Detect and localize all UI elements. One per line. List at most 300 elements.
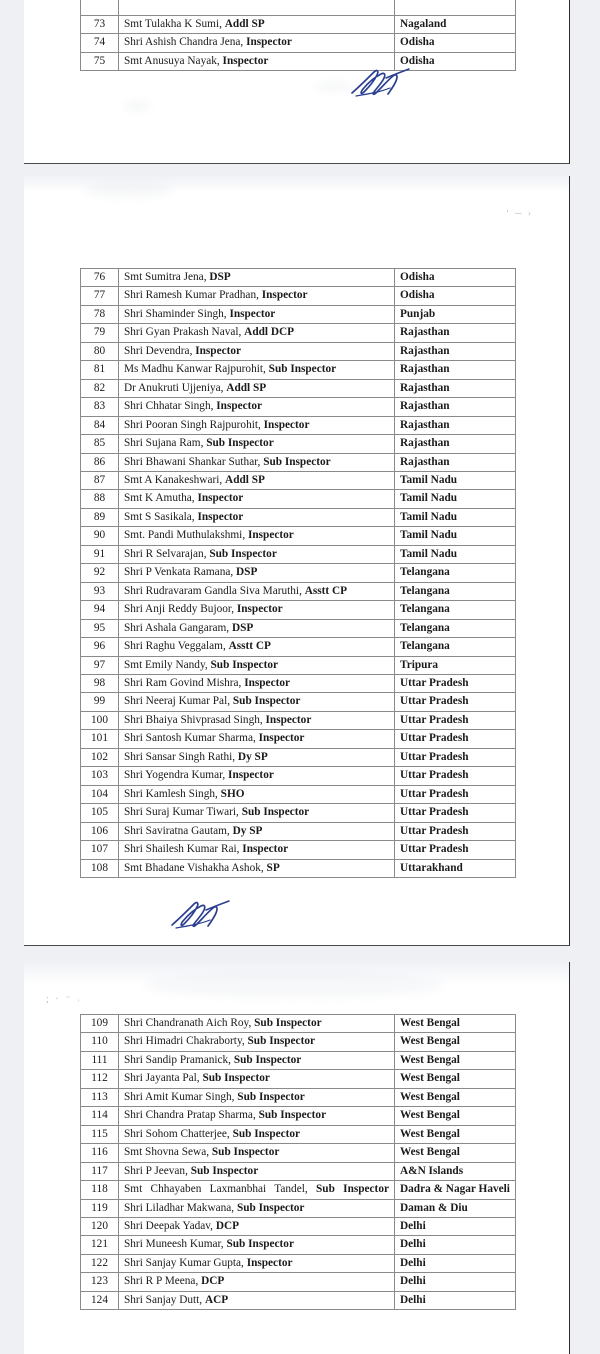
cell-name-rank bbox=[119, 1015, 395, 1033]
cell-name-rank bbox=[119, 767, 395, 785]
table-row-partial bbox=[81, 0, 516, 16]
cell-state: Rajasthan bbox=[395, 379, 516, 397]
cell-name-rank bbox=[119, 841, 395, 859]
table-row bbox=[81, 822, 516, 840]
cell-sl-no: 106 bbox=[81, 822, 119, 840]
cell-name-rank bbox=[119, 601, 395, 619]
cell-name-rank bbox=[119, 34, 395, 52]
person-name: Smt Sumitra Jena, bbox=[124, 271, 207, 283]
person-rank: Sub Inspector bbox=[211, 1146, 280, 1159]
cell-state: West Bengal bbox=[395, 1033, 516, 1051]
person-name: Shri Bhawani Shankar Suthar, bbox=[124, 455, 261, 468]
cell-sl-no: 89 bbox=[81, 508, 119, 526]
person-name: Shri Pooran Singh Rajpurohit, bbox=[124, 418, 261, 431]
cell-sl-no: 117 bbox=[81, 1162, 119, 1180]
person-name: Shri Anji Reddy Bujoor, bbox=[124, 603, 235, 616]
cell-sl-no: 120 bbox=[81, 1217, 119, 1235]
cell-state: Uttar Pradesh bbox=[395, 693, 516, 711]
cell-name-rank bbox=[119, 508, 395, 526]
person-name: Shri Ashish Chandra Jena, bbox=[124, 36, 244, 49]
cell-sl-no: 98 bbox=[81, 674, 119, 692]
cell-name-rank bbox=[119, 638, 395, 656]
cell-name-rank bbox=[119, 619, 395, 637]
person-rank: Inspector bbox=[263, 418, 310, 431]
scan-artifact bbox=[124, 100, 150, 112]
cell-name-rank bbox=[119, 859, 395, 877]
cell-name-rank bbox=[119, 804, 395, 822]
person-rank: Sub Inspector bbox=[210, 658, 278, 671]
person-rank: Dy SP bbox=[232, 824, 263, 837]
cell-name-rank bbox=[119, 785, 395, 803]
person-name: Shri Jayanta Pal, bbox=[124, 1072, 200, 1085]
cell-sl-no: 91 bbox=[81, 545, 119, 563]
table-row bbox=[81, 1144, 516, 1162]
person-rank: Sub Inspector bbox=[247, 1035, 315, 1048]
cell-sl-no: 96 bbox=[81, 638, 119, 656]
cell-state: Daman & Diu bbox=[395, 1199, 516, 1217]
table-row bbox=[81, 785, 516, 803]
cell-name-rank bbox=[119, 674, 395, 692]
cell-state: Rajasthan bbox=[395, 324, 516, 342]
cell-state: Telangana bbox=[395, 582, 516, 600]
person-name: Smt Emily Nandy, bbox=[124, 658, 208, 671]
cell-name-rank bbox=[119, 1273, 395, 1291]
table-row bbox=[81, 52, 516, 70]
cell-sl-no: 110 bbox=[81, 1033, 119, 1051]
cell-sl-no: 108 bbox=[81, 859, 119, 877]
person-rank: Sub Inspector bbox=[190, 1164, 259, 1177]
person-rank: Addl SP bbox=[226, 381, 267, 394]
cell-sl-no: 118 bbox=[81, 1181, 119, 1199]
person-name: Shri Saviratna Gautam, bbox=[124, 824, 230, 837]
table-row bbox=[81, 564, 516, 582]
person-rank: DSP bbox=[231, 621, 254, 634]
cell-sl-no: 80 bbox=[81, 342, 119, 360]
scan-artifact bbox=[144, 972, 444, 998]
table-row bbox=[81, 1291, 516, 1309]
cell-sl-no: 85 bbox=[81, 435, 119, 453]
cell-state: Uttar Pradesh bbox=[395, 785, 516, 803]
table-row bbox=[81, 508, 516, 526]
table-row bbox=[81, 1107, 516, 1125]
person-rank: Inspector bbox=[195, 344, 242, 357]
cell-state: Uttar Pradesh bbox=[395, 804, 516, 822]
person-name: Shri Muneesh Kumar, bbox=[124, 1238, 224, 1251]
table-row bbox=[81, 804, 516, 822]
person-rank: Inspector bbox=[236, 603, 283, 616]
cell-state: Uttar Pradesh bbox=[395, 841, 516, 859]
cell-name-rank bbox=[119, 342, 395, 360]
cell-name-rank bbox=[119, 693, 395, 711]
cell-state: A&N Islands bbox=[395, 1162, 516, 1180]
person-name: Shri Sanjay Kumar Gupta, bbox=[124, 1256, 244, 1269]
table-row bbox=[81, 471, 516, 489]
person-rank: Inspector bbox=[229, 307, 276, 320]
person-rank: Sub Inspector bbox=[206, 437, 274, 450]
person-rank: Inspector bbox=[228, 769, 274, 782]
table-row bbox=[81, 269, 516, 287]
scan-artifact bbox=[84, 182, 174, 198]
awards-table-page-2 bbox=[80, 268, 516, 878]
person-rank: Inspector bbox=[258, 732, 305, 745]
cell-name-rank bbox=[119, 527, 395, 545]
cell-state: Telangana bbox=[395, 619, 516, 637]
person-rank: Inspector bbox=[242, 843, 289, 856]
cell-sl-no: 74 bbox=[81, 34, 119, 52]
person-rank: Inspector bbox=[247, 529, 294, 542]
cell-state: West Bengal bbox=[395, 1070, 516, 1088]
person-name: Smt K Amutha, bbox=[124, 492, 195, 505]
cell-name-rank bbox=[119, 1070, 395, 1088]
cell-name-rank bbox=[119, 453, 395, 471]
table-row bbox=[81, 398, 516, 416]
person-rank: Inspector bbox=[246, 1256, 293, 1269]
cell-name-rank bbox=[119, 287, 395, 305]
person-rank: Asstt CP bbox=[228, 640, 271, 653]
person-name: Shri Sujana Ram, bbox=[124, 437, 204, 450]
cell-sl-no: 119 bbox=[81, 1199, 119, 1217]
person-rank: Sub Inspector bbox=[202, 1072, 270, 1085]
person-rank: Asstt CP bbox=[304, 584, 348, 597]
table-row bbox=[81, 1236, 516, 1254]
cell-sl-no: 115 bbox=[81, 1125, 119, 1143]
awards-table-page-3 bbox=[80, 1014, 516, 1310]
cell-sl-no: 114 bbox=[81, 1107, 119, 1125]
cell-name-rank bbox=[119, 545, 395, 563]
cell-name-rank bbox=[119, 1181, 395, 1199]
cell-sl-no: 101 bbox=[81, 730, 119, 748]
person-name: Smt A Kanakeshwari, bbox=[124, 473, 223, 486]
person-rank: Inspector bbox=[246, 36, 292, 49]
cell-sl-no: 111 bbox=[81, 1051, 119, 1069]
person-rank: Sub Inspector bbox=[233, 1053, 302, 1066]
table-row bbox=[81, 435, 516, 453]
cell-sl-no: 124 bbox=[81, 1291, 119, 1309]
cell-state: Rajasthan bbox=[395, 453, 516, 471]
table-row bbox=[81, 342, 516, 360]
person-name: Smt. Pandi Muthulakshmi, bbox=[124, 529, 246, 542]
cell-name-rank bbox=[119, 1162, 395, 1180]
cell-state: Rajasthan bbox=[395, 398, 516, 416]
cell-state: Odisha bbox=[395, 52, 516, 70]
cell-state: Telangana bbox=[395, 601, 516, 619]
cell-name-rank bbox=[119, 1236, 395, 1254]
cell-state: Rajasthan bbox=[395, 361, 516, 379]
person-rank: Sub Inspector bbox=[254, 1017, 322, 1029]
cell-sl-no: 88 bbox=[81, 490, 119, 508]
person-name: Shri Sanjay Dutt, bbox=[124, 1293, 203, 1306]
cell-name-rank bbox=[119, 490, 395, 508]
cell-state: West Bengal bbox=[395, 1125, 516, 1143]
table-row bbox=[81, 656, 516, 674]
cell-state: Rajasthan bbox=[395, 342, 516, 360]
cell-state: West Bengal bbox=[395, 1107, 516, 1125]
cell-state: West Bengal bbox=[395, 1051, 516, 1069]
cell-sl-no: 73 bbox=[81, 16, 119, 34]
cell-name-rank bbox=[119, 435, 395, 453]
cell-name-rank bbox=[119, 582, 395, 600]
person-rank: Inspector bbox=[222, 54, 269, 67]
cell-state: Delhi bbox=[395, 1273, 516, 1291]
person-name: Shri Chhatar Singh, bbox=[124, 400, 214, 413]
table-row bbox=[81, 1051, 516, 1069]
person-rank: Inspector bbox=[244, 676, 291, 689]
person-name: Dr Anukruti Ujjeniya, bbox=[124, 381, 224, 394]
table-row bbox=[81, 1070, 516, 1088]
person-name: Shri Bhaiya Shivprasad Singh, bbox=[124, 713, 263, 726]
person-name: Smt S Sasikala, bbox=[124, 510, 195, 523]
person-rank: Sub Inspector bbox=[209, 547, 277, 560]
document-page-3 bbox=[24, 962, 570, 1354]
table-row bbox=[81, 1015, 516, 1033]
person-rank: Inspector bbox=[265, 713, 312, 726]
table-row bbox=[81, 859, 516, 877]
table-row bbox=[81, 1088, 516, 1106]
table-row bbox=[81, 711, 516, 729]
person-name: Shri Rudravaram Gandla Siva Maruthi, bbox=[124, 584, 302, 597]
person-rank: SP bbox=[266, 861, 280, 874]
scan-artifact: ; · ⁻ ˒ bbox=[46, 994, 83, 1005]
table-row bbox=[81, 1273, 516, 1291]
person-name: Shri Chandranath Aich Roy, bbox=[124, 1017, 252, 1029]
cell-state: Tripura bbox=[395, 656, 516, 674]
cell-state: Delhi bbox=[395, 1254, 516, 1272]
person-rank: DSP bbox=[209, 271, 231, 283]
person-rank: Sub Inspector bbox=[232, 1127, 301, 1140]
awards-table-page-1 bbox=[80, 0, 516, 71]
person-rank: Inspector bbox=[216, 400, 263, 413]
cell-state: Tamil Nadu bbox=[395, 508, 516, 526]
table-row bbox=[81, 379, 516, 397]
cell-name-rank bbox=[119, 1088, 395, 1106]
person-name: Shri Yogendra Kumar, bbox=[124, 769, 226, 782]
table-row bbox=[81, 1181, 516, 1199]
table-row bbox=[81, 767, 516, 785]
cell-state: Uttarakhand bbox=[395, 859, 516, 877]
table-row bbox=[81, 324, 516, 342]
cell-sl-no: 82 bbox=[81, 379, 119, 397]
person-rank: Sub Inspector bbox=[232, 695, 301, 708]
cell-name-rank bbox=[119, 1254, 395, 1272]
cell-state bbox=[395, 0, 516, 16]
cell-state: Rajasthan bbox=[395, 416, 516, 434]
scan-artifact: ʻ ─ › bbox=[506, 208, 533, 218]
person-name: Shri Sandip Pramanick, bbox=[124, 1053, 231, 1066]
cell-sl-no: 107 bbox=[81, 841, 119, 859]
cell-sl-no: 122 bbox=[81, 1254, 119, 1272]
person-rank: Addl DCP bbox=[244, 326, 295, 339]
cell-state: Dadra & Nagar Haveli bbox=[395, 1181, 516, 1199]
cell-name-rank bbox=[119, 748, 395, 766]
cell-state: Uttar Pradesh bbox=[395, 730, 516, 748]
cell-name-rank bbox=[119, 269, 395, 287]
table-row bbox=[81, 361, 516, 379]
cell-sl-no: 83 bbox=[81, 398, 119, 416]
person-rank: Sub Inspector bbox=[268, 363, 337, 376]
cell-name-rank bbox=[119, 52, 395, 70]
cell-name-rank bbox=[119, 1125, 395, 1143]
person-name: Shri Neeraj Kumar Pal, bbox=[124, 695, 231, 708]
cell-name-rank bbox=[119, 730, 395, 748]
cell-state: Odisha bbox=[395, 34, 516, 52]
table-row bbox=[81, 1254, 516, 1272]
cell-sl-no: 93 bbox=[81, 582, 119, 600]
table-row bbox=[81, 545, 516, 563]
person-rank: Addl SP bbox=[225, 473, 265, 486]
cell-state: Tamil Nadu bbox=[395, 471, 516, 489]
cell-sl-no: 86 bbox=[81, 453, 119, 471]
person-rank: Inspector bbox=[261, 289, 308, 302]
cell-sl-no: 100 bbox=[81, 711, 119, 729]
table-row bbox=[81, 1217, 516, 1235]
cell-sl-no: 75 bbox=[81, 52, 119, 70]
person-name: Shri Sansar Singh Rathi, bbox=[124, 750, 236, 763]
person-rank: Dy SP bbox=[237, 750, 268, 763]
table-row bbox=[81, 287, 516, 305]
cell-state: Tamil Nadu bbox=[395, 527, 516, 545]
cell-state: Tamil Nadu bbox=[395, 545, 516, 563]
table-row bbox=[81, 674, 516, 692]
person-name: Smt Chhayaben Laxmanbhai Tandel, bbox=[124, 1183, 308, 1196]
cell-state: Delhi bbox=[395, 1291, 516, 1309]
cell-name-rank bbox=[119, 564, 395, 582]
cell-state: West Bengal bbox=[395, 1144, 516, 1162]
person-name: Shri Ram Govind Mishra, bbox=[124, 676, 242, 689]
person-rank: Inspector bbox=[197, 492, 244, 505]
person-rank: Inspector bbox=[197, 510, 244, 523]
cell-name-rank bbox=[119, 1033, 395, 1051]
cell-state: Odisha bbox=[395, 287, 516, 305]
cell-name-rank bbox=[119, 16, 395, 34]
cell-name-rank bbox=[119, 1217, 395, 1235]
cell-name-rank bbox=[119, 1051, 395, 1069]
cell-state: West Bengal bbox=[395, 1015, 516, 1033]
person-name: Shri Shailesh Kumar Rai, bbox=[124, 843, 240, 856]
cell-sl-no: 90 bbox=[81, 527, 119, 545]
cell-name-rank bbox=[119, 1291, 395, 1309]
person-name: Shri Shaminder Singh, bbox=[124, 307, 227, 320]
table-row bbox=[81, 601, 516, 619]
cell-sl-no: 94 bbox=[81, 601, 119, 619]
person-rank: Sub Inspector bbox=[316, 1183, 389, 1196]
person-rank: Sub Inspector bbox=[226, 1238, 294, 1251]
person-rank: DCP bbox=[215, 1219, 240, 1232]
person-rank: Sub Inspector bbox=[236, 1201, 305, 1214]
cell-name-rank bbox=[119, 0, 395, 16]
person-rank: Sub Inspector bbox=[258, 1109, 327, 1122]
person-rank: DCP bbox=[201, 1275, 225, 1288]
table-row bbox=[81, 693, 516, 711]
cell-state: Tamil Nadu bbox=[395, 490, 516, 508]
person-name: Shri R P Meena, bbox=[124, 1275, 199, 1288]
person-name: Shri Sohom Chatterjee, bbox=[124, 1127, 230, 1140]
cell-state: Rajasthan bbox=[395, 435, 516, 453]
table-row bbox=[81, 582, 516, 600]
cell-sl-no: 76 bbox=[81, 269, 119, 287]
cell-name-rank bbox=[119, 416, 395, 434]
table-row bbox=[81, 1125, 516, 1143]
cell-name-rank bbox=[119, 1144, 395, 1162]
cell-name-rank bbox=[119, 398, 395, 416]
cell-name-rank bbox=[119, 1199, 395, 1217]
table-row bbox=[81, 730, 516, 748]
person-rank: Sub Inspector bbox=[241, 806, 310, 819]
cell-state: Uttar Pradesh bbox=[395, 748, 516, 766]
table-row bbox=[81, 748, 516, 766]
document-page-1 bbox=[24, 0, 570, 164]
person-name: Shri P Jeevan, bbox=[124, 1164, 188, 1177]
cell-sl-no: 81 bbox=[81, 361, 119, 379]
person-name: Shri Raghu Veggalam, bbox=[124, 640, 226, 653]
table-row bbox=[81, 416, 516, 434]
person-name: Shri Devendra, bbox=[124, 344, 193, 357]
cell-state: Uttar Pradesh bbox=[395, 711, 516, 729]
person-name: Smt Shovna Sewa, bbox=[124, 1146, 210, 1159]
cell-sl-no: 104 bbox=[81, 785, 119, 803]
cell-name-rank bbox=[119, 379, 395, 397]
cell-state: Punjab bbox=[395, 305, 516, 323]
document-page-2 bbox=[24, 176, 570, 946]
ink-signature bbox=[166, 898, 234, 932]
person-name: Shri Suraj Kumar Tiwari, bbox=[124, 806, 239, 819]
table-row bbox=[81, 527, 516, 545]
cell-state: Telangana bbox=[395, 638, 516, 656]
scan-edge-shadow bbox=[24, 176, 569, 192]
cell-name-rank bbox=[119, 822, 395, 840]
cell-state: Delhi bbox=[395, 1217, 516, 1235]
cell-sl-no bbox=[81, 0, 119, 16]
cell-sl-no: 102 bbox=[81, 748, 119, 766]
person-name: Shri Santosh Kumar Sharma, bbox=[124, 732, 256, 745]
cell-sl-no: 87 bbox=[81, 471, 119, 489]
cell-state: Uttar Pradesh bbox=[395, 822, 516, 840]
person-rank: ACP bbox=[204, 1293, 229, 1306]
table-row bbox=[81, 1033, 516, 1051]
cell-state: Odisha bbox=[395, 269, 516, 287]
cell-sl-no: 99 bbox=[81, 693, 119, 711]
person-name: Shri Deepak Yadav, bbox=[124, 1219, 214, 1232]
table-row bbox=[81, 453, 516, 471]
cell-sl-no: 97 bbox=[81, 656, 119, 674]
table-row bbox=[81, 1199, 516, 1217]
table-row bbox=[81, 16, 516, 34]
person-name: Shri Ramesh Kumar Pradhan, bbox=[124, 289, 259, 302]
person-name: Smt Anusuya Nayak, bbox=[124, 54, 220, 67]
person-name: Shri Amit Kumar Singh, bbox=[124, 1090, 235, 1103]
person-rank: Addl SP bbox=[224, 18, 265, 30]
cell-sl-no: 84 bbox=[81, 416, 119, 434]
person-name: Shri Ashala Gangaram, bbox=[124, 621, 230, 634]
table-row bbox=[81, 490, 516, 508]
cell-sl-no: 112 bbox=[81, 1070, 119, 1088]
person-name: Shri Liladhar Makwana, bbox=[124, 1201, 235, 1214]
person-name: Ms Madhu Kanwar Rajpurohit, bbox=[124, 363, 266, 376]
cell-name-rank bbox=[119, 324, 395, 342]
table-row bbox=[81, 841, 516, 859]
cell-state: Uttar Pradesh bbox=[395, 767, 516, 785]
table-row bbox=[81, 1162, 516, 1180]
cell-sl-no: 113 bbox=[81, 1088, 119, 1106]
cell-state: Nagaland bbox=[395, 16, 516, 34]
cell-sl-no: 109 bbox=[81, 1015, 119, 1033]
cell-sl-no: 77 bbox=[81, 287, 119, 305]
person-name: Smt Tulakha K Sumi, bbox=[124, 18, 222, 30]
table-row bbox=[81, 305, 516, 323]
table-body-page-3 bbox=[81, 1015, 516, 1310]
table-row bbox=[81, 619, 516, 637]
cell-state: Uttar Pradesh bbox=[395, 674, 516, 692]
cell-name-rank bbox=[119, 656, 395, 674]
